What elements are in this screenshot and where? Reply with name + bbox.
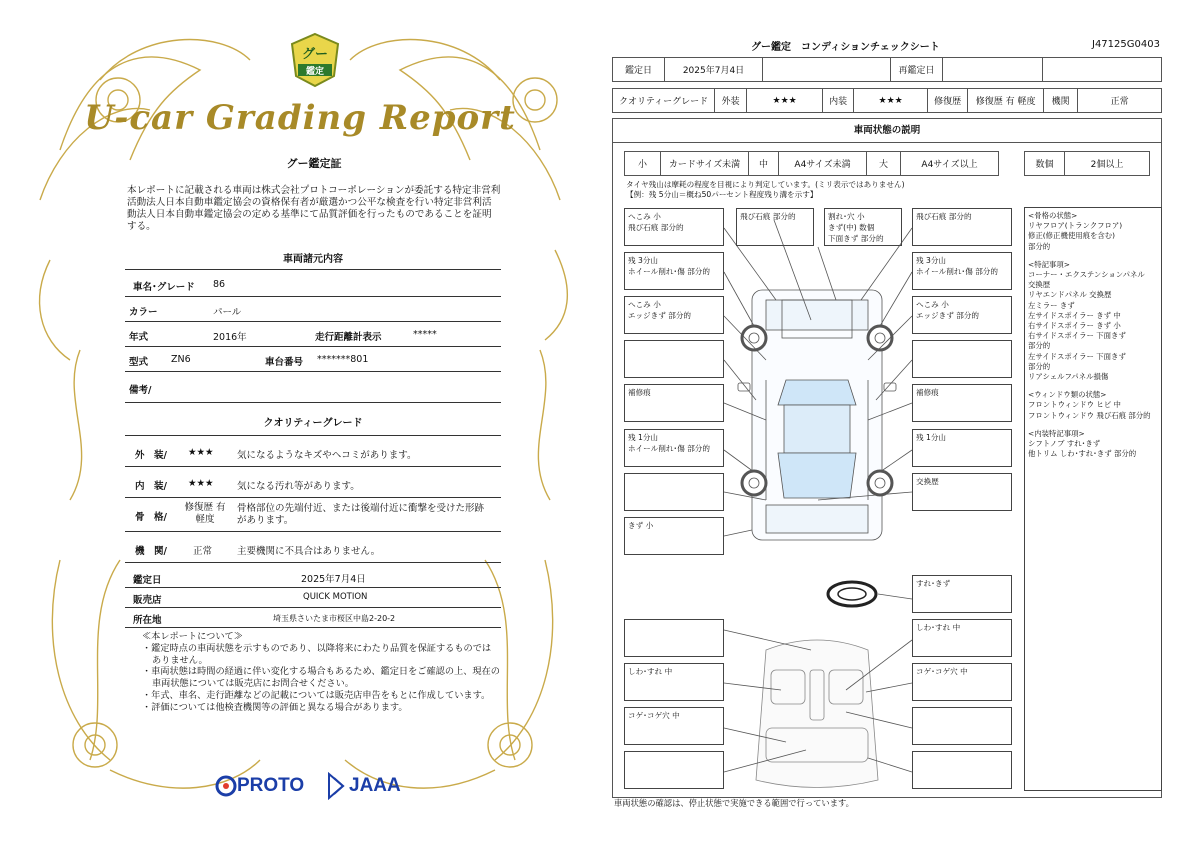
spec-label: カラー bbox=[129, 307, 158, 318]
note-line: 左サイドスポイラー きず 中 bbox=[1028, 310, 1121, 320]
damage-box-right: コゲ･コゲ穴 中 bbox=[912, 663, 1012, 701]
spec-row-type bbox=[125, 347, 501, 372]
date-label: 鑑定日 bbox=[613, 58, 665, 82]
quality-grade: 修復歴 有 軽度 bbox=[184, 502, 226, 525]
damage-box-top: 飛び石痕 部分的 bbox=[736, 208, 814, 246]
damage-box-left: 補修痕 bbox=[624, 384, 724, 422]
damage-box-right: 残 3分山 ホイール削れ･傷 部分的 bbox=[912, 252, 1012, 290]
section-title: 車両状態の説明 bbox=[612, 118, 1162, 143]
legend-mid: 中 bbox=[749, 152, 779, 176]
meta-label: 販売店 bbox=[133, 595, 162, 606]
damage-box-left bbox=[624, 751, 724, 789]
note-line: リヤフロア(トランクフロア) bbox=[1028, 221, 1123, 231]
quality-grade: 正常 bbox=[193, 546, 213, 557]
quality-row-frame bbox=[125, 499, 501, 532]
logo-row bbox=[215, 770, 415, 804]
spec-label: 車名･グレード bbox=[133, 282, 195, 293]
steering-wheel-icon bbox=[828, 582, 912, 606]
quality-label: 機 関/ bbox=[135, 546, 167, 557]
quality-heading-rule bbox=[125, 410, 501, 436]
spec-value: 86 bbox=[213, 279, 226, 290]
note-line: 修正(修正機使用痕を含む) bbox=[1028, 231, 1116, 241]
quality-grade: ★★★ bbox=[188, 478, 214, 489]
quality-comment: 気になる汚れ等があります。 bbox=[237, 481, 360, 492]
spec-label: 車台番号 bbox=[265, 357, 304, 368]
svg-text:鑑定: 鑑定 bbox=[305, 67, 325, 77]
quality-comment: 主要機関に不具合はありません。 bbox=[237, 546, 381, 557]
quality-comment: 骨格部位の先端付近、または後端付近に衝撃を受けた形跡があります。 bbox=[237, 503, 485, 526]
note-line: 部分的 bbox=[1028, 241, 1051, 251]
quality-label: 外 装/ bbox=[135, 450, 167, 461]
quality-row-interior bbox=[125, 468, 501, 498]
tyre-note-line: タイヤ残山は摩耗の程度を目視により判定しています。(ミリ表示ではありません) bbox=[626, 180, 905, 189]
damage-box-right: すれ･きず bbox=[912, 575, 1012, 613]
legend-large: 大 bbox=[867, 152, 901, 176]
note-item: ・評価については他検査機関等の評価と異なる場合があります。 bbox=[142, 701, 408, 713]
date-value: 2025年7月4日 bbox=[665, 58, 763, 82]
damage-box-left: へこみ 小 飛び石痕 部分的 bbox=[624, 208, 724, 246]
note-line: 右サイドスポイラー 下面きず bbox=[1028, 331, 1126, 341]
note-item: ・車両状態は時間の経過に伴い変化する場合もあるため、鑑定日をご確認の上、現在の車両状態については販売店にお問合せください。 bbox=[142, 666, 500, 690]
spec-value: ZN6 bbox=[171, 354, 191, 365]
quality-row-exterior bbox=[125, 437, 501, 467]
note-gap bbox=[1028, 382, 1158, 390]
note-line: フロントウィンドウ ヒビ 中 bbox=[1028, 400, 1121, 410]
report-script-title: U-car Grading Report bbox=[84, 98, 516, 138]
exterior-grade: ★★★ bbox=[747, 89, 823, 113]
note-line: シフトノブ すれ･きず bbox=[1028, 439, 1101, 449]
note-gap bbox=[1028, 252, 1158, 260]
damage-box-right: へこみ 小 エッジきず 部分的 bbox=[912, 296, 1012, 334]
meta-row-address bbox=[125, 608, 501, 628]
engine-value: 正常 bbox=[1078, 89, 1162, 113]
damage-box-right bbox=[912, 340, 1012, 378]
meta-label: 鑑定日 bbox=[133, 575, 162, 586]
note-line: 部分的 bbox=[1028, 361, 1051, 371]
condition-check-sheet bbox=[606, 0, 1200, 848]
spec-label: 走行距離計表示 bbox=[315, 332, 382, 343]
note-line: リアシェルフパネル損傷 bbox=[1028, 372, 1109, 382]
note-line: <骨格の状態> bbox=[1028, 211, 1078, 220]
meta-label: 所在地 bbox=[133, 615, 162, 626]
note-line: 交換歴 bbox=[1028, 280, 1051, 290]
quality-grade: ★★★ bbox=[188, 447, 214, 458]
note-line: 部分的 bbox=[1028, 341, 1051, 351]
spec-value: *******801 bbox=[317, 354, 369, 365]
note-line: <特記事項> bbox=[1028, 259, 1070, 269]
damage-box-left: きず 小 bbox=[624, 517, 724, 555]
proto-logo-text: PROTO bbox=[237, 775, 305, 796]
meta-value: 埼玉県さいたま市桜区中島2-20-2 bbox=[273, 614, 396, 623]
repair-label: 修復歴 bbox=[928, 89, 968, 113]
meta-value: QUICK MOTION bbox=[303, 592, 368, 602]
spec-value: 2016年 bbox=[213, 332, 247, 343]
spec-row-model bbox=[125, 272, 501, 297]
engine-label: 機関 bbox=[1044, 89, 1078, 113]
jaaa-logo-icon bbox=[325, 772, 347, 800]
spec-row-year bbox=[125, 322, 501, 347]
note-line: 左ミラー きず bbox=[1028, 300, 1075, 310]
note-line: 右サイドスポイラー きず 小 bbox=[1028, 321, 1121, 331]
exterior-label: 外装 bbox=[715, 89, 747, 113]
spec-row-remarks bbox=[125, 373, 501, 403]
quality-comment: 気になるようなキズやヘコミがあります。 bbox=[237, 450, 417, 461]
repair-value: 修復歴 有 軽度 bbox=[968, 89, 1044, 113]
damage-box-top: 割れ･穴 小 きず(中) 数個 下面きず 部分的 bbox=[824, 208, 902, 246]
quality-row-engine bbox=[125, 533, 501, 563]
damage-box-right bbox=[912, 707, 1012, 745]
svg-text:グー: グー bbox=[301, 47, 329, 62]
damage-box-left: しわ･すれ 中 bbox=[624, 663, 724, 701]
note-gap bbox=[1028, 421, 1158, 429]
interior-label: 内装 bbox=[823, 89, 854, 113]
sheet-title: グー鑑定 コンディションチェックシート bbox=[751, 42, 940, 53]
damage-box-right: 補修痕 bbox=[912, 384, 1012, 422]
damage-box-left bbox=[624, 340, 724, 378]
damage-box-left: 残 3分山 ホイール削れ･傷 部分的 bbox=[624, 252, 724, 290]
notes-heading: ≪本レポートについて≫ bbox=[142, 631, 243, 642]
meta-row-shop bbox=[125, 588, 501, 608]
note-item: ・鑑定時点の車両状態を示すものであり、以降将来にわたり品質を保証するものではありません。 bbox=[142, 642, 492, 666]
spec-label: 備考/ bbox=[129, 385, 152, 396]
quality-label: クオリティーグレード bbox=[613, 89, 715, 113]
note-line: 左サイドスポイラー 下面きず bbox=[1028, 351, 1126, 361]
note-line: 他トリム しわ･すれ･きず 部分的 bbox=[1028, 449, 1137, 459]
quality-heading: クオリティーグレード bbox=[263, 418, 363, 429]
proto-logo-icon bbox=[215, 774, 237, 798]
legend-count-desc: 2個以上 bbox=[1065, 152, 1150, 176]
spec-heading-rule bbox=[125, 247, 501, 270]
car-interior-diagram bbox=[724, 630, 912, 788]
note-line: リヤエンドパネル 交換歴 bbox=[1028, 290, 1112, 300]
goo-appraisal-badge-icon bbox=[288, 32, 342, 88]
damage-box-left bbox=[624, 473, 724, 511]
damage-box-left: へこみ 小 エッジきず 部分的 bbox=[624, 296, 724, 334]
damage-box-right: 交換歴 bbox=[912, 473, 1012, 511]
certificate-title: グー鑑定証 bbox=[286, 157, 342, 170]
note-line: <ウィンドウ類の状態> bbox=[1028, 390, 1107, 400]
note-line: コーナー・エクステンションパネル bbox=[1028, 270, 1145, 280]
special-notes-box bbox=[1024, 207, 1162, 791]
spec-row-color bbox=[125, 297, 501, 322]
tyre-note-line: 【例：残 5分山＝概ね50パーセント程度残り溝を示す】 bbox=[626, 190, 818, 199]
note-line: <内装特記事項> bbox=[1028, 428, 1085, 438]
quality-label: 内 装/ bbox=[135, 481, 167, 492]
spec-label: 年式 bbox=[129, 332, 149, 343]
legend-count: 数個 bbox=[1025, 152, 1065, 176]
damage-box-right bbox=[912, 751, 1012, 789]
damage-box-left bbox=[624, 619, 724, 657]
damage-box-right: しわ･すれ 中 bbox=[912, 619, 1012, 657]
sheet-footer: 車両状態の確認は、停止状態で実施できる範囲で行っています。 bbox=[614, 798, 854, 808]
legend-large-desc: A4サイズ以上 bbox=[901, 152, 999, 176]
spec-value: パール bbox=[213, 307, 242, 318]
damage-box-right: 飛び石痕 部分的 bbox=[912, 208, 1012, 246]
spec-value: ***** bbox=[413, 329, 437, 340]
reinspect-label: 再鑑定日 bbox=[891, 58, 943, 82]
jaaa-logo-text: JAAA bbox=[349, 775, 401, 796]
report-notes bbox=[140, 631, 500, 714]
document-id: J47125G0403 bbox=[1092, 39, 1160, 50]
legend-small: 小 bbox=[625, 152, 661, 176]
meta-value: 2025年7月4日 bbox=[301, 574, 366, 585]
legend-small-desc: カードサイズ未満 bbox=[661, 152, 749, 176]
certificate-body: 本レポートに記載される車両は株式会社プロトコーポレーションが委託する特定非営利活動法人日本自動車鑑定協会の資格保有者が厳選かつ公平な検査を行い特定非営利活動法人日本自動車鑑定協会の定める基準にて品質評価を行ったものであることを証明する。 bbox=[127, 185, 501, 232]
legend-mid-desc: A4サイズ未満 bbox=[779, 152, 867, 176]
note-item: ・年式、車名、走行距離などの記載については販売店申告をもとに作成しています。 bbox=[142, 689, 491, 701]
damage-box-left: コゲ･コゲ穴 中 bbox=[624, 707, 724, 745]
spec-label: 型式 bbox=[129, 357, 149, 368]
note-line: フロントウィンドウ 飛び石痕 部分的 bbox=[1028, 410, 1151, 420]
interior-grade: ★★★ bbox=[854, 89, 928, 113]
quality-label: 骨 格/ bbox=[135, 512, 167, 523]
damage-box-left: 残 1分山 ホイール削れ･傷 部分的 bbox=[624, 429, 724, 467]
spec-heading: 車両諸元内容 bbox=[283, 254, 343, 265]
damage-box-right: 残 1分山 bbox=[912, 429, 1012, 467]
meta-row-date bbox=[125, 566, 501, 588]
